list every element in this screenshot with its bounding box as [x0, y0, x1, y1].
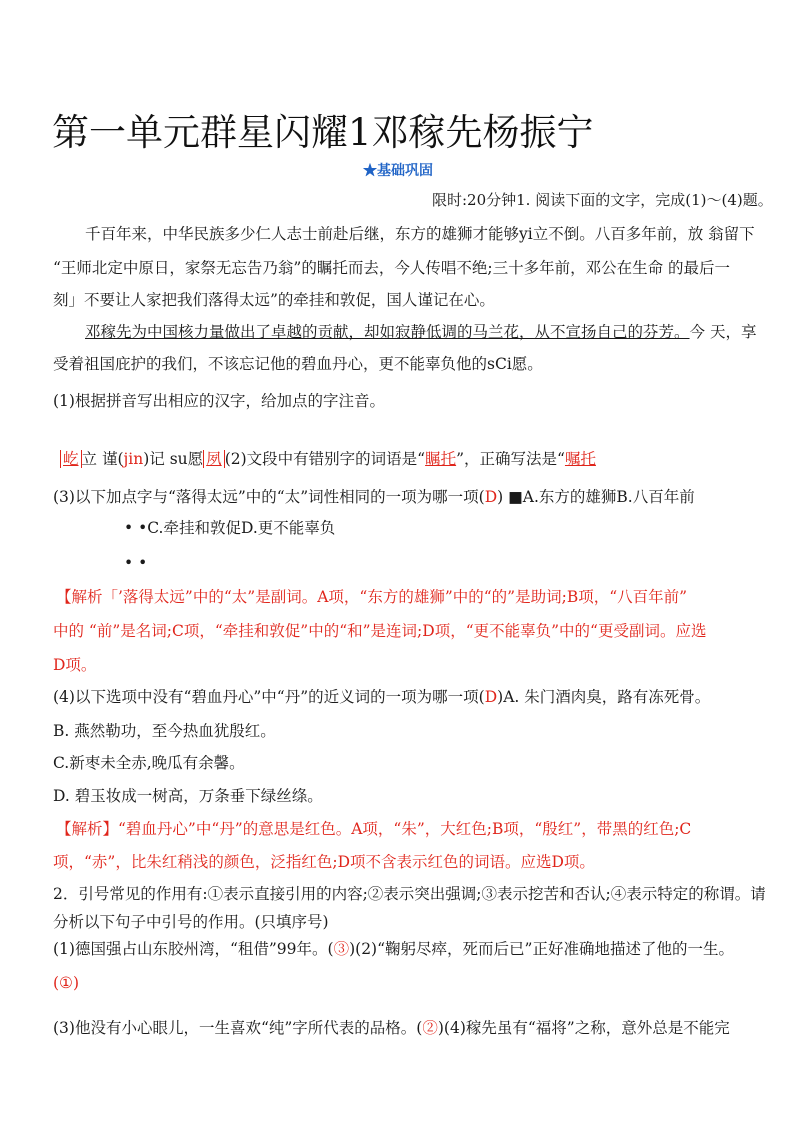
q3-analysis: 【解析「’落得太远”中的“太”是副词。A项，“东方的雄狮”中的“的”是助词;B项，“八百年前”: [56, 588, 688, 606]
q2-item-text: (3)他没有小心眼儿，一生喜欢“纯”字所代表的品格。(: [53, 1019, 423, 1037]
q3-answer: D: [484, 488, 498, 506]
q4-answer: D: [484, 688, 498, 706]
q2-wrong-word: 瞩托: [425, 450, 457, 468]
underlined-sentence: 邓稼先为中国核力量做出了卓越的贡献，却如寂静低调的马兰花，从不宣扬自己的芬芳。: [85, 323, 690, 341]
question-4-prompt: [53, 687, 710, 707]
q2-item-answer: ③: [333, 940, 350, 958]
passage-line: 千百年来，中华民族多少仁人志士前赴后继，东方的雄狮才能够yi立不倒。八百多年前，放 翁留下: [85, 225, 755, 243]
passage-line: “王师北定中原日，家祭无忘告乃翁”的瞩托而去，今人传唱不绝;三十多年前，邓公在生命 的最后一: [53, 259, 731, 277]
q4-analysis: 【解析】“碧血丹心”中“丹”的意思是红色。A项，“朱”，大红色;B项，“殷红”，带黑的红色;C: [56, 820, 692, 838]
q4-option-d: D. 碧玉妆成一树高，万条垂下绿丝绦。: [53, 787, 323, 805]
q2-text: ”，正确写法是“: [456, 450, 565, 468]
page-title: 第一单元群星闪耀1邓稼先杨振宁: [52, 111, 594, 154]
answer-yi: 屹: [60, 450, 82, 468]
answer-jin: jin: [123, 450, 144, 468]
passage-line: [85, 322, 756, 342]
passage-text: 今 天，享: [689, 323, 757, 341]
q3-text: (3)以下加点字与“落得太远”中的“太”词性相同的一项为哪一项(: [53, 488, 485, 506]
section-subtitle: ★基础巩固: [363, 163, 433, 179]
q4-option-c: C.新枣未全赤,晚瓜有余馨。: [53, 754, 245, 772]
q2-prompt: (2)文段中有错别字的词语是“: [224, 450, 426, 468]
q2-item-text: )(4)稼先虽有“福将”之称，意外总是不能完: [437, 1019, 730, 1037]
q3-options-cd: • •C.牵挂和敦促D.更不能辜负: [124, 519, 336, 537]
q4-text: (4)以下选项中没有“碧血丹心”中“丹”的近义词的一项为哪一项(: [53, 688, 485, 706]
question-3-prompt: [53, 487, 695, 507]
q2-item-answer: ②: [422, 1019, 438, 1037]
q2-item-text: )(2)“鞠躬尽瘁，死而后已”正好准确地描述了他的一生。: [349, 940, 734, 958]
answer-su: 夙: [203, 450, 225, 468]
question-1-answers: [60, 449, 596, 469]
q1-text: 立 谨(: [81, 450, 124, 468]
question-2-intro: 分析以下句子中引号的作用。(只填序号): [53, 913, 329, 931]
q2-correct-word: 嘱托: [564, 450, 596, 468]
q3-analysis: D项。: [53, 656, 97, 674]
exercise-intro: 限时:20分钟1. 阅读下面的文字，完成(1)〜(4)题。: [432, 191, 773, 209]
passage-line: 刻」不要让人家把我们落得太远”的牵挂和敦促，国人谨记在心。: [53, 291, 495, 309]
q3-options-ab: ) ■A.东方的雄狮B.八百年前: [497, 488, 695, 506]
q4-option-a: )A. 朱门酒肉臭，路有冻死骨。: [497, 688, 711, 706]
emphasis-dots: • •: [124, 554, 148, 572]
question-1-prompt: (1)根据拼音写出相应的汉字，给加点的字注音。: [53, 392, 385, 410]
q3-analysis: 中的 “前”是名词;C项，“牵挂和敦促”中的“和”是连词;D项，“更不能辜负”中的“更受副词。应选: [53, 622, 707, 640]
q4-analysis: 项，“赤”，比朱红稍浅的颜色，泛指红色;D项不含表示红色的词语。应选D项。: [53, 853, 595, 871]
q1-text: )记 su愿: [143, 450, 204, 468]
q2-item-text: (1)德国强占山东胶州湾，“租借”99年。(: [53, 940, 334, 958]
q2-item-answer: (①): [53, 974, 79, 992]
question-2-intro: 2．引号常见的作用有:①表示直接引用的内容;②表示突出强调;③表示挖苦和否认;④表示特定的称谓。请: [53, 885, 766, 903]
q4-option-b: B. 燕然勒功，至今热血犹殷红。: [53, 722, 276, 740]
passage-line: 受着祖国庇护的我们，不该忘记他的碧血丹心，更不能辜负他的sCi愿。: [53, 355, 543, 373]
question-2-item: [53, 1018, 730, 1038]
question-2-item: [53, 939, 734, 959]
